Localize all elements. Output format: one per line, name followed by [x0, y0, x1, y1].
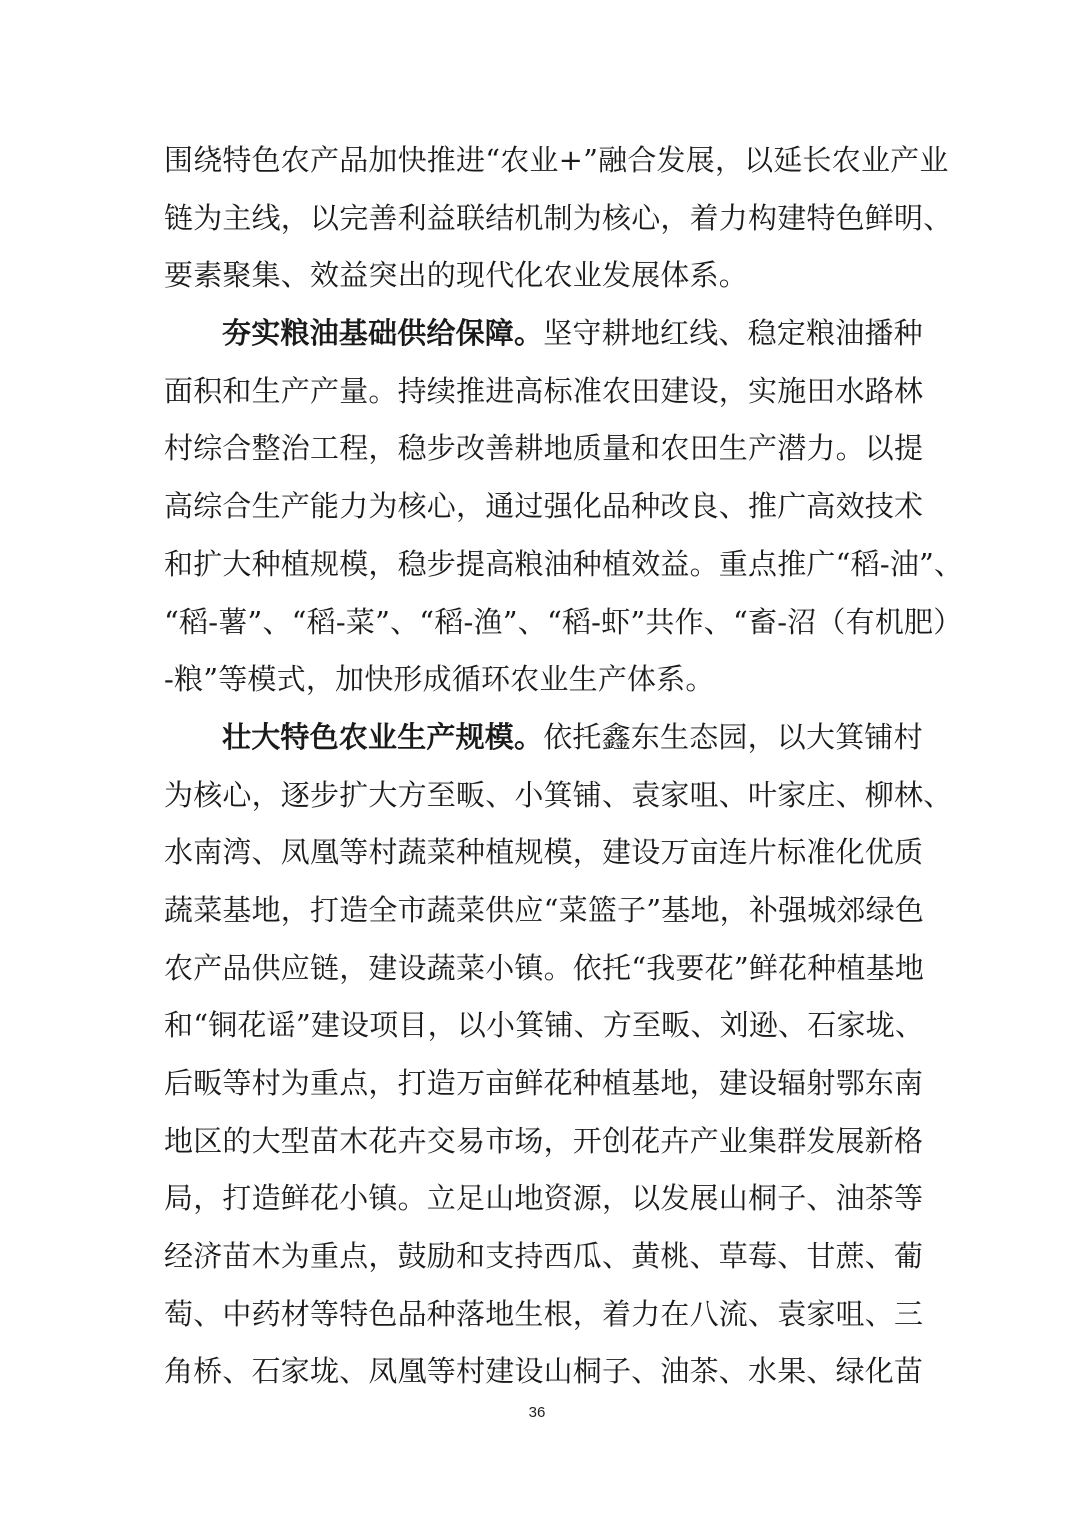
section-1-heading: 夯实粮油基础供给保障。: [222, 316, 544, 351]
intro-line: 链为主线，以完善利益联结机制为核心，着力构建特色鲜明、: [164, 200, 953, 235]
section-2-line: 经济苗木为重点，鼓励和支持西瓜、黄桃、草莓、甘蔗、葡: [164, 1239, 924, 1274]
page-number: 36: [528, 1404, 546, 1421]
section-2-heading: 壮大特色农业生产规模。: [222, 719, 544, 754]
section-2-line: 角桥、石家垅、凤凰等村建设山桐子、油茶、水果、绿化苗: [164, 1354, 924, 1389]
section-1-line: 村综合整治工程，稳步改善耕地质量和农田生产潜力。以提: [164, 431, 924, 466]
intro-line: 要素聚集、效益突出的现代化农业发展体系。: [164, 258, 749, 293]
section-2-line: 和“铜花谣”建设项目，以小箕铺、方至畈、刘逊、石家垅、: [164, 1008, 925, 1043]
section-1-line: “稻-薯”、“稻-菜”、“稻-渔”、“稻-虾”共作、“畜-沼（有机肥）: [164, 604, 963, 639]
section-2-line: 农产品供应链，建设蔬菜小镇。依托“我要花”鲜花种植基地: [164, 950, 925, 985]
section-1-line: -粮”等模式，加快形成循环农业生产体系。: [164, 662, 715, 697]
section-2-line: 为核心，逐步扩大方至畈、小箕铺、袁家咀、叶家庄、柳林、: [164, 777, 953, 812]
section-2-line: 地区的大型苗木花卉交易市场，开创花卉产业集群发展新格: [164, 1123, 924, 1158]
section-1-line: 面积和生产产量。持续推进高标准农田建设，实施田水路林: [164, 373, 924, 408]
section-2-line: 局，打造鲜花小镇。立足山地资源，以发展山桐子、油茶等: [164, 1181, 924, 1216]
section-2-first-line: [164, 709, 923, 767]
section-2-line: 萄、中药材等特色品种落地生根，着力在八流、袁家咀、三: [164, 1296, 924, 1331]
section-2-first-line-text: 依托鑫东生态园，以大箕铺村: [543, 719, 923, 754]
section-2-line: 后畈等村为重点，打造万亩鲜花种植基地，建设辐射鄂东南: [164, 1066, 924, 1100]
body-text: [164, 132, 964, 1401]
section-2-line: 水南湾、凤凰等村蔬菜种植规模，建设万亩连片标准化优质: [164, 835, 924, 870]
section-1-line: 和扩大种植规模，稳步提高粮油种植效益。重点推广“稻-油”、: [164, 546, 964, 581]
section-1-first-line-text: 坚守耕地红线、稳定粮油播种: [543, 316, 923, 351]
section-2-line: 蔬菜基地，打造全市蔬菜供应“菜篮子”基地，补强城郊绿色: [164, 892, 925, 927]
section-1-line: 高综合生产能力为核心，通过强化品种改良、推广高效技术: [164, 489, 924, 524]
section-1-first-line: [164, 305, 923, 363]
intro-line: 围绕特色农产品加快推进“农业+”融合发展，以延长农业产业: [164, 143, 949, 177]
